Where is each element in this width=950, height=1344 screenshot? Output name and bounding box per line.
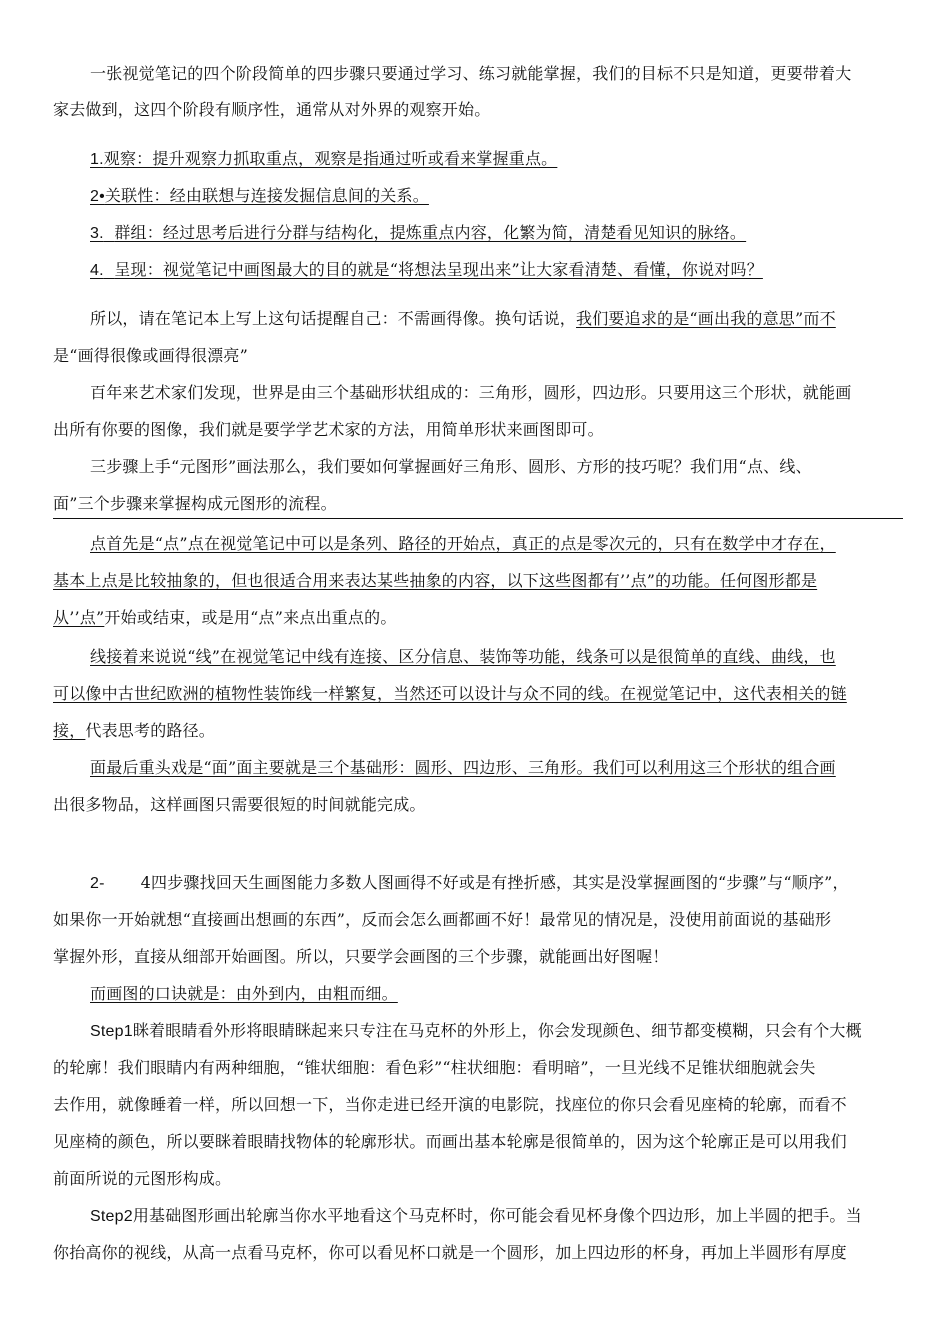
step-text: 关联性：经由联想与连接发掘信息间的关系。 — [104, 186, 429, 205]
para6-text: 代表思考的路径。 — [85, 721, 216, 740]
step-number: 1. — [90, 151, 104, 168]
step1-line3: 去作用，就像睡着一样，所以回想一下，当你走进已经开演的电影院，找座位的你只会看见座椅的轮廓，而看不 — [53, 1095, 847, 1114]
para3-line2: 出所有你要的图像，我们就是要学学艺术家的方法，用简单形状来画图即可。 — [53, 420, 604, 439]
para1-line1: 一张视觉笔记的四个阶段简单的四步骤只要通过学习、练习就能掌握，我们的目标不只是知道，更要带着大 — [90, 64, 852, 83]
para7-line2: 出很多物品，这样画图只需要很短的时间就能完成。 — [53, 795, 426, 814]
step-number: 2• — [90, 188, 105, 205]
para6-line2: 可以像中古世纪欧洲的植物性装饰线一样繁复，当然还可以设计与众不同的线。在视觉笔记中，这代表相关的链 — [53, 684, 847, 703]
para5-line3 — [53, 608, 397, 628]
para2-text: 所以，请在笔记本上写上这句话提醒自己：不需画得像。换句话说， — [90, 309, 577, 328]
para6-underlined: 接， — [53, 721, 86, 740]
para4-line1: 三步骤上手“元图形”画法那么，我们要如何掌握画好三角形、圆形、方形的技巧呢？我们用“点、线、 — [90, 457, 812, 476]
para6-line1: 线接着来说说“线”在视觉笔记中线有连接、区分信息、装饰等功能，线条可以是很简单的直线、曲线，也 — [90, 647, 836, 666]
para8-text: 4四步骤找回天生画图能力多数人图画得不好或是有挫折感，其实是没掌握画图的“步骤”与“顺序”， — [140, 873, 849, 892]
section-number: 2- — [90, 875, 105, 892]
drawing-formula: 而画图的口诀就是：由外到内，由粗而细。 — [90, 984, 398, 1003]
step-text: 群组：经过思考后进行分群与结构化，提炼重点内容，化繁为简，清楚看见知识的脉络。 — [114, 223, 747, 242]
para4-line2: 面”三个步骤来掌握构成元图形的流程。 — [53, 494, 337, 513]
horizontal-rule — [53, 518, 903, 519]
para5-text: 开始或结束，或是用“点”来点出重点的。 — [104, 608, 397, 627]
step1-line2: 的轮廓！我们眼睛内有两种细胞，“锥状细胞：看色彩”“柱状细胞：看明暗”，一旦光线不足锥状细胞就会失 — [53, 1058, 816, 1077]
step-item-2 — [90, 186, 429, 207]
step1-line1 — [90, 1021, 862, 1042]
step-number: 3. — [90, 225, 104, 242]
step1-line4: 见座椅的颜色，所以要眯着眼睛找物体的轮廓形状。而画出基本轮廓是很简单的，因为这个轮廓正是可以用我们 — [53, 1132, 847, 1151]
para8-line1 — [90, 873, 849, 894]
para5-line2: 基本上点是比较抽象的，但也很适合用来表达某些抽象的内容，以下这些图都有’’点”的功能。任何图形都是 — [53, 571, 818, 590]
step2-line2: 你抬高你的视线，从高一点看马克杯，你可以看见杯口就是一个圆形，加上四边形的杯身，再加上半圆形有厚度 — [53, 1243, 847, 1262]
step1-line5: 前面所说的元图形构成。 — [53, 1169, 232, 1188]
step1-label: Step1 — [90, 1023, 133, 1040]
para5-underlined: 从’’点” — [53, 608, 105, 627]
step1-text: 眯着眼睛看外形将眼睛眯起来只专注在马克杯的外形上，你会发现颜色、细节都变模糊，只会有个大概 — [132, 1021, 862, 1040]
para7-line1: 面最后重头戏是“面”面主要就是三个基础形：圆形、四边形、三角形。我们可以利用这三个形状的组合画 — [90, 758, 836, 777]
para5-line1: 点首先是“点”点在视觉笔记中可以是条列、路径的开始点，真正的点是零次元的，只有在数学中才存在， — [90, 534, 836, 553]
step-item-1 — [90, 149, 557, 170]
step2-label: Step2 — [90, 1208, 133, 1225]
step2-line1 — [90, 1206, 862, 1227]
step-text: 呈现：视觉笔记中画图最大的目的就是“将想法呈现出来”让大家看清楚、看懂，你说对吗？ — [114, 260, 763, 279]
para8-line3: 掌握外形，直接从细部开始画图。所以，只要学会画图的三个步骤，就能画出好图喔！ — [53, 947, 669, 966]
para2-line2: 是“画得很像或画得很漂亮” — [53, 346, 248, 365]
para2-line1 — [90, 309, 836, 329]
para8-line2: 如果你一开始就想“直接画出想画的东西”，反而会怎么画都画不好！最常见的情况是，没使用前面说的基础形 — [53, 910, 832, 929]
step2-text: 用基础图形画出轮廓当你水平地看这个马克杯时，你可能会看见杯身像个四边形，加上半圆的把手。当 — [132, 1206, 862, 1225]
step-item-4 — [90, 260, 763, 281]
para2-underlined: 我们要追求的是“画出我的意思”而不 — [576, 309, 836, 328]
para3-line1: 百年来艺术家们发现，世界是由三个基础形状组成的：三角形，圆形，四边形。只要用这三个形状，就能画 — [90, 383, 852, 402]
step-number: 4. — [90, 262, 104, 279]
para6-line3 — [53, 721, 215, 741]
para1-line2: 家去做到，这四个阶段有顺序性，通常从对外界的观察开始。 — [53, 100, 491, 119]
step-item-3 — [90, 223, 746, 244]
step-text: 观察：提升观察力抓取重点，观察是指通过听或看来掌握重点。 — [103, 149, 558, 168]
